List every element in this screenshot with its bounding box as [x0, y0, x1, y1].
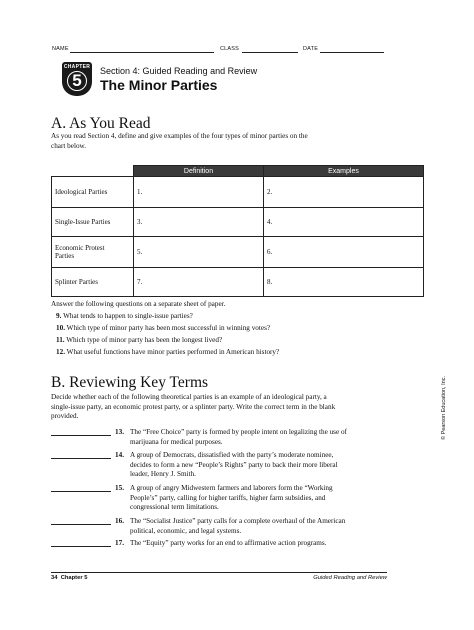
footer-right: Guided Reading and Review — [313, 575, 387, 581]
definition-cell[interactable] — [134, 268, 264, 297]
question-number: 11. — [56, 336, 65, 344]
row-label — [52, 237, 134, 268]
question-number: 12. — [56, 348, 65, 356]
examples-cell[interactable] — [264, 177, 424, 208]
chart-corner — [52, 166, 134, 177]
item-number: 14. — [115, 451, 124, 459]
item-number: 5. — [137, 248, 143, 256]
answer-blank[interactable] — [51, 517, 111, 525]
part-b-heading: B. Reviewing Key Terms — [51, 374, 209, 391]
question-9 — [56, 312, 193, 321]
item-text-line: congressional term limitations. — [130, 503, 219, 512]
class-label: CLASS — [220, 46, 240, 52]
item-text-line: The “Free Choice” party is formed by people intent on legalizing the use of — [130, 428, 347, 436]
part-b-instructions-line: Decide whether each of the following theoretical parties is an example of an ideological party, a — [51, 393, 327, 401]
item-text — [130, 517, 430, 536]
item-text — [130, 428, 430, 447]
footer-chapter: Chapter 5 — [60, 575, 88, 581]
answer-blank[interactable] — [51, 428, 111, 436]
name-label: NAME — [52, 46, 69, 52]
chapter-badge — [62, 62, 92, 96]
col-definition-header: Definition — [134, 166, 264, 177]
answer-blank[interactable] — [51, 451, 111, 459]
item-number: 4. — [267, 218, 273, 226]
row-label-text: Ideological Parties — [55, 188, 108, 196]
part-a-instructions — [51, 132, 431, 151]
item-number: 7. — [137, 278, 143, 286]
table-row — [52, 177, 424, 208]
item-number: 8. — [267, 278, 273, 286]
question-number: 9. — [56, 312, 62, 320]
footer-rule — [51, 572, 387, 573]
col-examples-header: Examples — [264, 166, 424, 177]
date-field[interactable] — [320, 52, 384, 53]
item-text-line: A group of Democrats, dissatisfied with the party’s moderate nominee, — [130, 451, 334, 459]
item-text-line: marijuana for medical purposes. — [130, 437, 223, 446]
item-number: 3. — [137, 218, 143, 226]
item-number: 17. — [115, 539, 124, 547]
row-label-text: Single-Issue Parties — [55, 218, 111, 226]
question-number: 10. — [56, 324, 65, 332]
item-text-line: A group of angry Midwestern farmers and laborers form the “Working — [130, 484, 333, 492]
examples-cell[interactable] — [264, 268, 424, 297]
part-b-instructions — [51, 393, 436, 422]
item-text-line: decides to form a new “People’s Rights” party to back their more liberal — [130, 460, 338, 469]
question-12 — [56, 348, 279, 357]
item-text-line: People’s” party, calling for higher tariffs, higher farm subsidies, and — [130, 493, 326, 502]
definition-cell[interactable] — [134, 237, 264, 268]
answer-blank[interactable] — [51, 539, 111, 547]
part-a-heading: A. As You Read — [51, 115, 151, 132]
item-text — [130, 484, 430, 513]
part-a-instructions-line: As you read Section 4, define and give examples of the four types of minor parties on the — [51, 132, 308, 140]
item-number: 15. — [115, 484, 124, 492]
examples-cell[interactable] — [264, 237, 424, 268]
questions-intro: Answer the following questions on a separate sheet of paper. — [51, 300, 226, 308]
item-number: 2. — [267, 188, 273, 196]
row-label — [52, 208, 134, 237]
table-row — [52, 237, 424, 268]
item-text-line: leader, Henry J. Smith. — [130, 470, 196, 479]
item-number: 16. — [115, 517, 124, 525]
table-row — [52, 208, 424, 237]
class-field[interactable] — [242, 52, 298, 53]
item-text-line: political, economic, and legal systems. — [130, 526, 242, 535]
name-field[interactable] — [70, 52, 214, 53]
definition-cell[interactable] — [134, 177, 264, 208]
section-title: The Minor Parties — [100, 77, 218, 93]
item-number: 1. — [137, 188, 143, 196]
item-text-line: The “Equity” party works for an end to affirmative action programs. — [130, 539, 327, 547]
question-text: What useful functions have minor parties performed in American history? — [66, 348, 280, 356]
part-b-instructions-line: provided. — [51, 412, 79, 421]
item-text — [130, 539, 430, 549]
question-text: Which type of minor party has been most successful in winning votes? — [66, 324, 271, 332]
item-number: 6. — [267, 248, 273, 256]
row-label — [52, 177, 134, 208]
question-text: What tends to happen to single-issue parties? — [63, 312, 193, 320]
table-row — [52, 268, 424, 297]
row-label-text: Economic Protest — [55, 244, 105, 252]
minor-parties-chart — [51, 165, 424, 297]
question-text: Which type of minor party has been the longest lived? — [66, 336, 223, 344]
chapter-label: CHAPTER — [63, 64, 91, 70]
item-number: 13. — [115, 428, 124, 436]
section-subtitle: Section 4: Guided Reading and Review — [100, 66, 258, 76]
part-b-instructions-line: single-issue party, an economic protest party, or a splinter party. Write the correct term in the blank — [51, 402, 336, 411]
chapter-number: 5 — [67, 71, 87, 91]
item-text — [130, 451, 430, 480]
answer-blank[interactable] — [51, 484, 111, 492]
date-label: DATE — [303, 46, 319, 52]
row-label-text: Parties — [55, 252, 75, 260]
row-label-text: Splinter Parties — [55, 278, 98, 286]
item-text-line: The “Socialist Justice” party calls for a complete overhaul of the American — [130, 517, 346, 525]
row-label — [52, 268, 134, 297]
definition-cell[interactable] — [134, 208, 264, 237]
examples-cell[interactable] — [264, 208, 424, 237]
part-a-instructions-line: chart below. — [51, 141, 87, 150]
question-10 — [56, 324, 270, 333]
copyright-text: © Pearson Education, Inc. — [441, 376, 447, 440]
footer-left — [51, 575, 87, 581]
page-number: 34 — [51, 575, 58, 581]
question-11 — [56, 336, 222, 345]
